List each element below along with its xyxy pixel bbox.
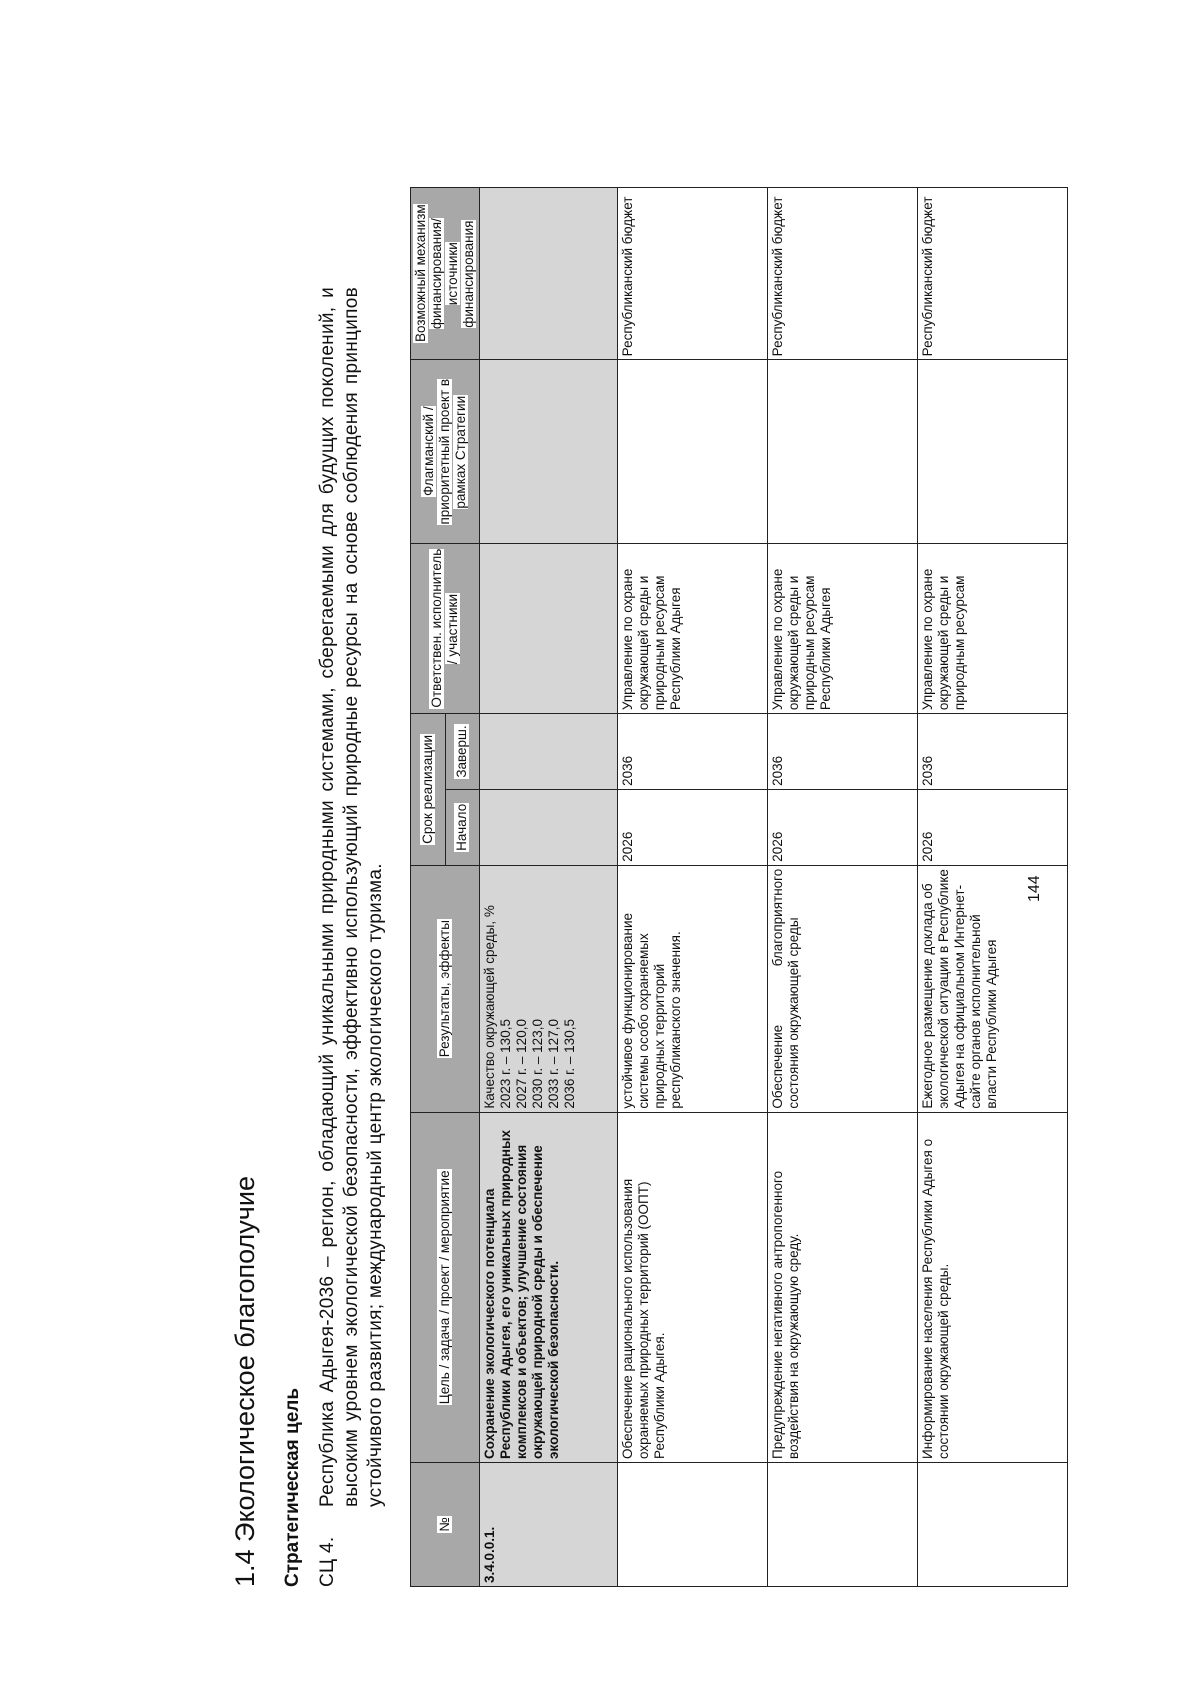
header-goal: Цель / задача / проект / мероприятие (411, 1112, 480, 1462)
row-financing: Республиканский бюджет (618, 188, 768, 360)
row-start: 2026 (618, 789, 768, 865)
result-line: 2033 г. – 127,0 (546, 1019, 561, 1109)
row-goal: Предупреждение негативного антропогенного воздействия на окружающую среду. (768, 1112, 918, 1462)
section-title: 1.4 Экологическое благополучие (230, 1176, 260, 1587)
row-end: 2036 (618, 714, 768, 790)
row-financing: Республиканский бюджет (918, 188, 1068, 360)
row-results: Обеспечение благоприятного состояния окружающей среды (768, 865, 918, 1112)
goal-row-results (480, 865, 618, 1112)
table-row (618, 188, 768, 1587)
header-term: Срок реализации (411, 714, 446, 866)
table-row (918, 188, 1068, 1587)
row-financing: Республиканский бюджет (768, 188, 918, 360)
header-flagship: Флагманский / приоритетный проект в рамках Стратегии (411, 360, 480, 544)
strategic-goal-heading: Стратегическая цель (282, 1387, 303, 1587)
header-num: № (411, 1462, 480, 1586)
result-line: 2030 г. – 123,0 (530, 1019, 545, 1109)
row-flagship (618, 360, 768, 544)
table-row (768, 188, 918, 1587)
row-executor: Управление по охране окружающей среды и природным ресурсам Республики Адыгея (618, 544, 768, 714)
header-start: Начало (445, 789, 480, 865)
row-num (768, 1462, 918, 1586)
goal-row-results-head: Качество окружающей среды, % (482, 905, 497, 1109)
row-end: 2036 (918, 714, 1068, 790)
result-line: 2027 г. – 120,0 (514, 1019, 529, 1109)
header-results: Результаты, эффекты (411, 865, 480, 1112)
goal-row-num: 3.4.0.0.1. (480, 1462, 618, 1586)
result-line: 2023 г. – 130,5 (498, 1019, 513, 1109)
row-results: Ежегодное размещение доклада об экологической ситуации в Республике Адыгея на официальном Интернет-сайте органов исполнительной власти Республики Адыгея (918, 865, 1068, 1112)
goal-text: Республика Адыгея-2036 – регион, обладающий уникальными природными системами, сберегаемыми для будущих поколений, и высоким уровнем экологической безопасности, эффективно использующий природные ресурсы на основе соблюдения принципов устойчивого развития; международный центр экологического туризма. (317, 287, 386, 1507)
row-end: 2036 (768, 714, 918, 790)
row-flagship (768, 360, 918, 544)
row-results: устойчивое функционирование системы особо охраняемых природных территорий республиканского значения. (618, 865, 768, 1112)
goal-row-goal: Сохранение экологического потенциала Республики Адыгея, его уникальных природных комплексов и объектов; улучшение состояния окружающей природной среды и обеспечение экологической безопасности. (480, 1112, 618, 1462)
row-executor: Управление по охране окружающей среды и природным ресурсам Республики Адыгея (768, 544, 918, 714)
header-financing: Возможный механизм финансирования/ источники финансирования (411, 188, 480, 360)
goal-row (480, 188, 618, 1587)
row-goal: Информирование населения Республики Адыгея о состоянии окружающей среды. (918, 1112, 1068, 1462)
result-line: 2036 г. – 130,5 (562, 1019, 577, 1109)
row-flagship (918, 360, 1068, 544)
header-end: Заверш. (445, 714, 480, 790)
header-executor: Ответствен. исполнитель / участники (411, 544, 480, 714)
row-start: 2026 (768, 789, 918, 865)
row-num (918, 1462, 1068, 1586)
goal-code: СЦ 4. (317, 1536, 338, 1587)
measures-table (410, 187, 1068, 1587)
rotated-page (80, 67, 1120, 1627)
row-num (618, 1462, 768, 1586)
row-start: 2026 (918, 789, 1068, 865)
row-goal: Обеспечение рационального использования охраняемых природных территорий (ООПТ) Республики Адыгея. (618, 1112, 768, 1462)
row-executor: Управление по охране окружающей среды и природным ресурсам (918, 544, 1068, 714)
page-number: 144 (1026, 875, 1043, 902)
